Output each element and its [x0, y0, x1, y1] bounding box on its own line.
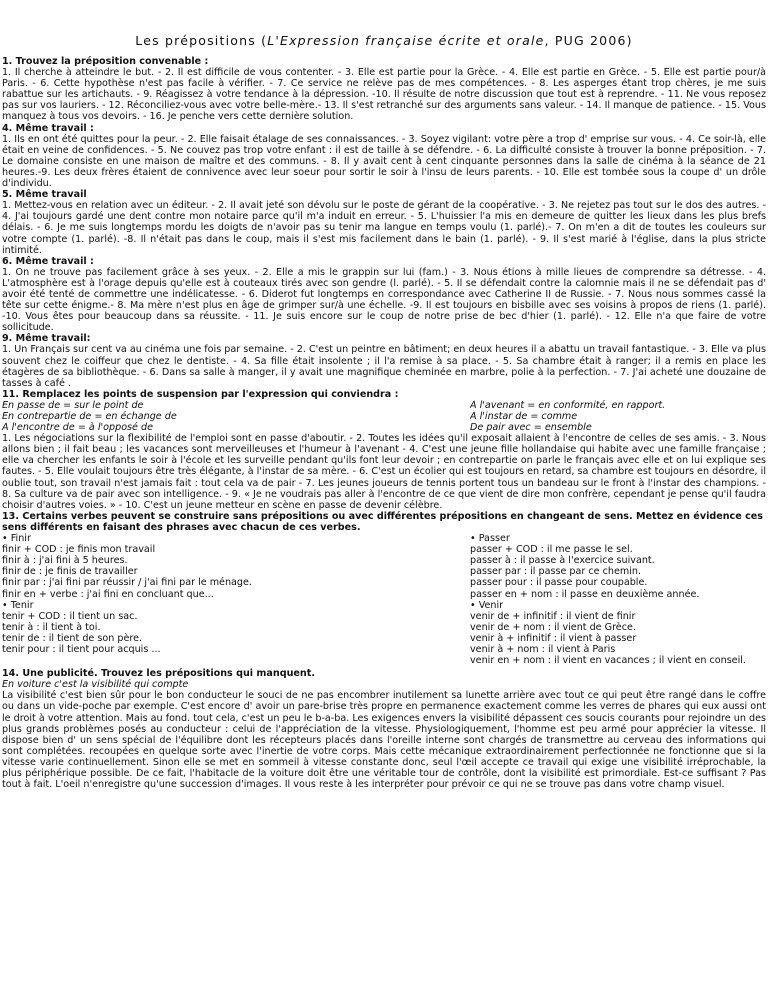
verb-right: venir en + nom : il vient en vacances ; il vient en conseil. [470, 655, 746, 667]
verb-right: • Venir [470, 599, 504, 611]
ex13-row [0, 600, 768, 611]
ex5-body: 1. Mettez-vous en relation avec un éditeur. - 2. Il avait jeté son dévolu sur le poste de gérant de la coopérative. - 3. Ne rejetez pas tout sur le dos des autres. - 4. J'ai toujours gardé une dent contre mon notaire parce qu'il m'a induit en erreur. - 5. L'huissier l'a mis en demeure de quitter les lieux dans les plus brefs délais. - 6. Je me suis longtemps mordu les doigts de n'avoir pas su tenir ma langue en temps voulu (1. parlé).- 7. On m'en a dit de toutes les couleurs sur votre compte (1. parlé). -8. Il n'était pas dans le coup, mais il s'est mis facilement dans le bain (1. parlé). - 9. Il s'est marié à l'église, dans la plus stricte intimité. [2, 200, 766, 256]
ex11-heading: 11. Remplacez les points de suspension par l'expression qui conviendra : [2, 388, 399, 400]
verb-left: finir en + verbe : j'ai fini en concluant que... [2, 588, 214, 600]
verb-right: venir à + infinitif : il vient à passer [470, 632, 637, 644]
ex11-body: 1. Les négociations sur la flexibilité de l'emploi sont en passe d'aboutir. - 2. Toutes les idées qu'il exposait allaient à l'encontre de celles de ses amis. - 3. Nous allons bien ; il fait beau ; les vacances sont merveilleuses et l'humeur à l'avenant - 4. C'est une jeune fille hollandaise qui habite avec une famille française ; elle va chercher les enfants le soir à l'école et les surveille pendant qu'ils font leur devoir ; en contrepartie on parle le français avec elle et on lui explique ses fautes. - 5. Elle voulait toujours être très élégante, à l'instar de sa mère. - 6. C'est un écolier qui est toujours en retard, sa chambre est toujours en désordre, il oublie tout, son travail n'est jamais fait : tout cela va de pair - 7. Les jeunes joueurs de tennis portent tous un bandeau sur le front à l'instar des champions. - 8. Sa culture va de pair avec son intelligence. - 9. « Je ne voudrais pas aller à l'encontre de ce que vient de dire mon confrère, cependant je pense qu'il faudra choisir d'autres voies. » - 10. C'est un jeune metteur en scène en passe de devenir célèbre. [2, 433, 766, 511]
verb-left: finir par : j'ai fini par réussir / j'ai fini par le ménage. [2, 577, 252, 589]
ex13-row [0, 633, 768, 644]
ex13-row [0, 533, 768, 544]
verb-left: finir + COD : je finis mon travail [2, 544, 156, 556]
definition-left: En passe de = sur le point de [2, 399, 144, 411]
verb-left: finir de : je finis de travailler [2, 566, 138, 578]
verb-right: passer pour : il passe pour coupable. [470, 577, 648, 589]
verb-left: • Tenir [2, 599, 34, 611]
ex11-definition-row [0, 422, 768, 433]
verb-right: passer + COD : il me passe le sel. [470, 544, 633, 556]
ex4-heading: 4. Même travail : [2, 122, 94, 134]
ex13-row [0, 544, 768, 555]
verb-left: finir à : j'ai fini à 5 heures. [2, 555, 128, 567]
definition-right: De pair avec = ensemble [470, 422, 592, 434]
verb-right: venir de + infinitif : il vient de finir [470, 610, 636, 622]
verb-right: passer en + nom : il passe en deuxième année. [470, 588, 700, 600]
definition-right: À l'avenant = en conformité, en rapport. [470, 399, 666, 411]
title-suffix: , PUG 2006) [544, 33, 633, 48]
ex14-body: La visibilité c'est bien sûr pour le bon conducteur le souci de ne pas encombrer inutilement sa lunette arrière avec tout ce qui peut être rangé dans le coffre ou dans un vide-poche par exemple. C'est encore d' avoir un pare-brise très propre en permanence exactement comme les verres de phares qui eux aussi ont le droit à votre attention. Mais au fond. tout cela, c'est un peu le b-a-ba. Les exigences envers la visibilité dépassent ces soucis courants pour rejoindre un des plus grands problèmes posés au conducteur : celui de l'appréciation de la vitesse. Physiologiquement, l'homme est peu armé pour apprécier la vitesse. Il dispose bien d' un sens spécial de l'équilibre dont les récepteurs placés dans l'oreille interne sont chargés de transmettre au cerveau des informations qui sont complétées. recoupées en quelque sorte avec l'inertie de votre corps. Mais cette mécanique extraordinairement perfectionnée ne fonctionne que si la vitesse varie continuellement. Sinon elle se met en sommeil à vitesse constante donc, seul l'œil accepte ce travail qui exige une visibilité irréprochable, la plus périphérique possible. De ce fait, l'habitacle de la voiture doit être une véritable tour de contrôle, dont la visibilité est primordiale. Est-ce suffisant ? Pas tout à fait. L'oeil n'enregistre qu'une succession d'images. Il vous reste à les interpréter pour prévoir ce qui ne se trouve pas dans votre champ visuel. [2, 690, 766, 791]
verb-left: tenir à : il tient à toi. [2, 621, 101, 633]
ex13-row [0, 555, 768, 566]
verb-left: • Finir [2, 533, 31, 545]
ex4-body: 1. Ils en ont été quittes pour la peur. - 2. Elle faisait étalage de ses connaissances. - 3. Soyez vigilant: votre père a trop d' emprise sur vous. - 4. Ce soir-là, elle était en veine de confidences. - 5. Ne couvez pas trop votre enfant : il est de taille à se défendre. - 6. La difficulté consiste à trouver la bonne préposition. - 7. Le domaine consiste en une maison de maître et des communs. - 8. Il y avait cent à cent cinquante personnes dans la salle de cinéma à la séance de 21 heures.-9. Les deux frères étaient de connivence avec leur soeur pour sortir le soir à l'insu de leurs parents. - 10. Elle est tombée sous la coupe d' un drôle d'individu. [2, 133, 766, 190]
page-title [0, 33, 768, 48]
ex11-definition-row [0, 411, 768, 422]
verb-left: tenir pour : il tient pour acquis ... [2, 643, 161, 655]
exercise-content [0, 56, 768, 790]
verb-right: • Passer [470, 533, 510, 545]
verb-left: tenir de : il tient de son père. [2, 632, 143, 644]
verb-left: tenir + COD : il tient un sac. [2, 610, 138, 622]
ex5-heading: 5. Même travail [2, 189, 87, 201]
ex13-row [0, 611, 768, 622]
ex6-heading: 6. Même travail : [2, 255, 94, 267]
ex14-subtitle: En voiture c'est la visibilité qui compte [2, 679, 189, 691]
title-prefix: Les prépositions ( [135, 33, 268, 48]
ex6-body: 1. On ne trouve pas facilement grâce à ses yeux. - 2. Elle a mis le grappin sur lui (fam.) - 3. Nous étions à mille lieues de comprendre sa détresse. - 4. L'atmosphère est à l'orage depuis qu'elle est à couteaux tirés avec son gendre (l. parlé). - 5. Il se défendait contre la calomnie mais il ne se défendait pas d' avoir été tenté de commettre une indélicatesse. - 6. Diderot fut longtemps en correspondance avec Catherine II de Russie. - 7. Nous nous sommes cassé la tête sur cette énigme.- 8. Ma mère n'est plus en âge de grimper sur/à une échelle. -9. Il est toujours en bisbille avec ses voisins à propos de riens (1. parlé). -10. Vous êtes pour beaucoup dans sa réussite. - 11. Je suis encore sur le coup de notre prise de bec d'hier (1. parlé). - 12. Elle n'a que faire de votre sollicitude. [2, 266, 766, 334]
verb-right: venir à + nom : il vient à Paris [470, 643, 616, 655]
verb-right: passer par : il passe par ce chemin. [470, 566, 641, 578]
verb-right: passer à : il passe à l'exercice suivant. [470, 555, 655, 567]
title-book: L'Expression française écrite et orale [267, 33, 545, 48]
ex13-row [0, 589, 768, 600]
ex13-heading: 13. Certains verbes peuvent se construire sans prépositions ou avec différentes prépositions en changeant de sens. Mettez en évidence ces sens différents en faisant des phrases avec chacun de ces verbes. [2, 510, 763, 533]
definition-right: À l'instar de = comme [470, 411, 578, 422]
ex14-heading: 14. Une publicité. Trouvez les prépositions qui manquent. [2, 668, 315, 680]
ex1-heading: 1. Trouvez la préposition convenable : [2, 56, 209, 67]
verb-right: venir de + nom : il vient de Grèce. [470, 621, 636, 633]
ex13-row [0, 577, 768, 588]
ex13-row [0, 655, 768, 666]
verb-left [0, 655, 470, 666]
ex13-row [0, 566, 768, 577]
ex9-heading: 9. Même travail: [2, 333, 91, 345]
ex9-body: 1. Un Français sur cent va au cinéma une fois par semaine. - 2. C'est un peintre en bâtiment; en deux heures il a abattu un travail fantastique. - 3. Elle va plus souvent chez le coiffeur que chez le dentiste. - 4. Sa fille était insolente ; il l'a remise à sa place. - 5. Sa chambre était à ranger; il a remis en place les étagères de sa bibliothèque. - 6. Dans sa salle à manger, il y avait une magnifique cheminée en marbre, polie à la perfection. - 7. J'ai acheté une douzaine de tasses à café . [2, 344, 766, 389]
ex1-body: 1. Il cherche à atteindre le but. - 2. Il est difficile de vous contenter. - 3. Elle est partie pour la Grèce. - 4. Elle est partie en Grèce. - 5. Elle est partie pour/à Paris. - 6. Cette hypothèse n'est pas facile à vérifier. - 7. Ce service ne relève pas de mes compétences. - 8. Les asperges étant trop chères, je me suis rabattue sur les artichauts. - 9. Réagissez à votre tendance à la dépression. -10. Il résulte de notre discussion que tout est à reprendre. - 11. Ne vous reposez pas sur vos lauriers. - 12. Réconciliez-vous avec votre belle-mère.- 13. Il s'est retranché sur des arguments sans valeur. - 14. Il manque de patience. - 15. Vous manquez à tous vos devoirs. - 16. Je penche vers cette dernière solution. [2, 67, 766, 123]
definition-left: À l'encontre de = à l'opposé de [2, 422, 154, 434]
definition-left: En contrepartie de = en échange de [2, 411, 177, 422]
ex11-definition-row [0, 400, 768, 411]
ex13-row [0, 644, 768, 655]
ex13-row [0, 622, 768, 633]
